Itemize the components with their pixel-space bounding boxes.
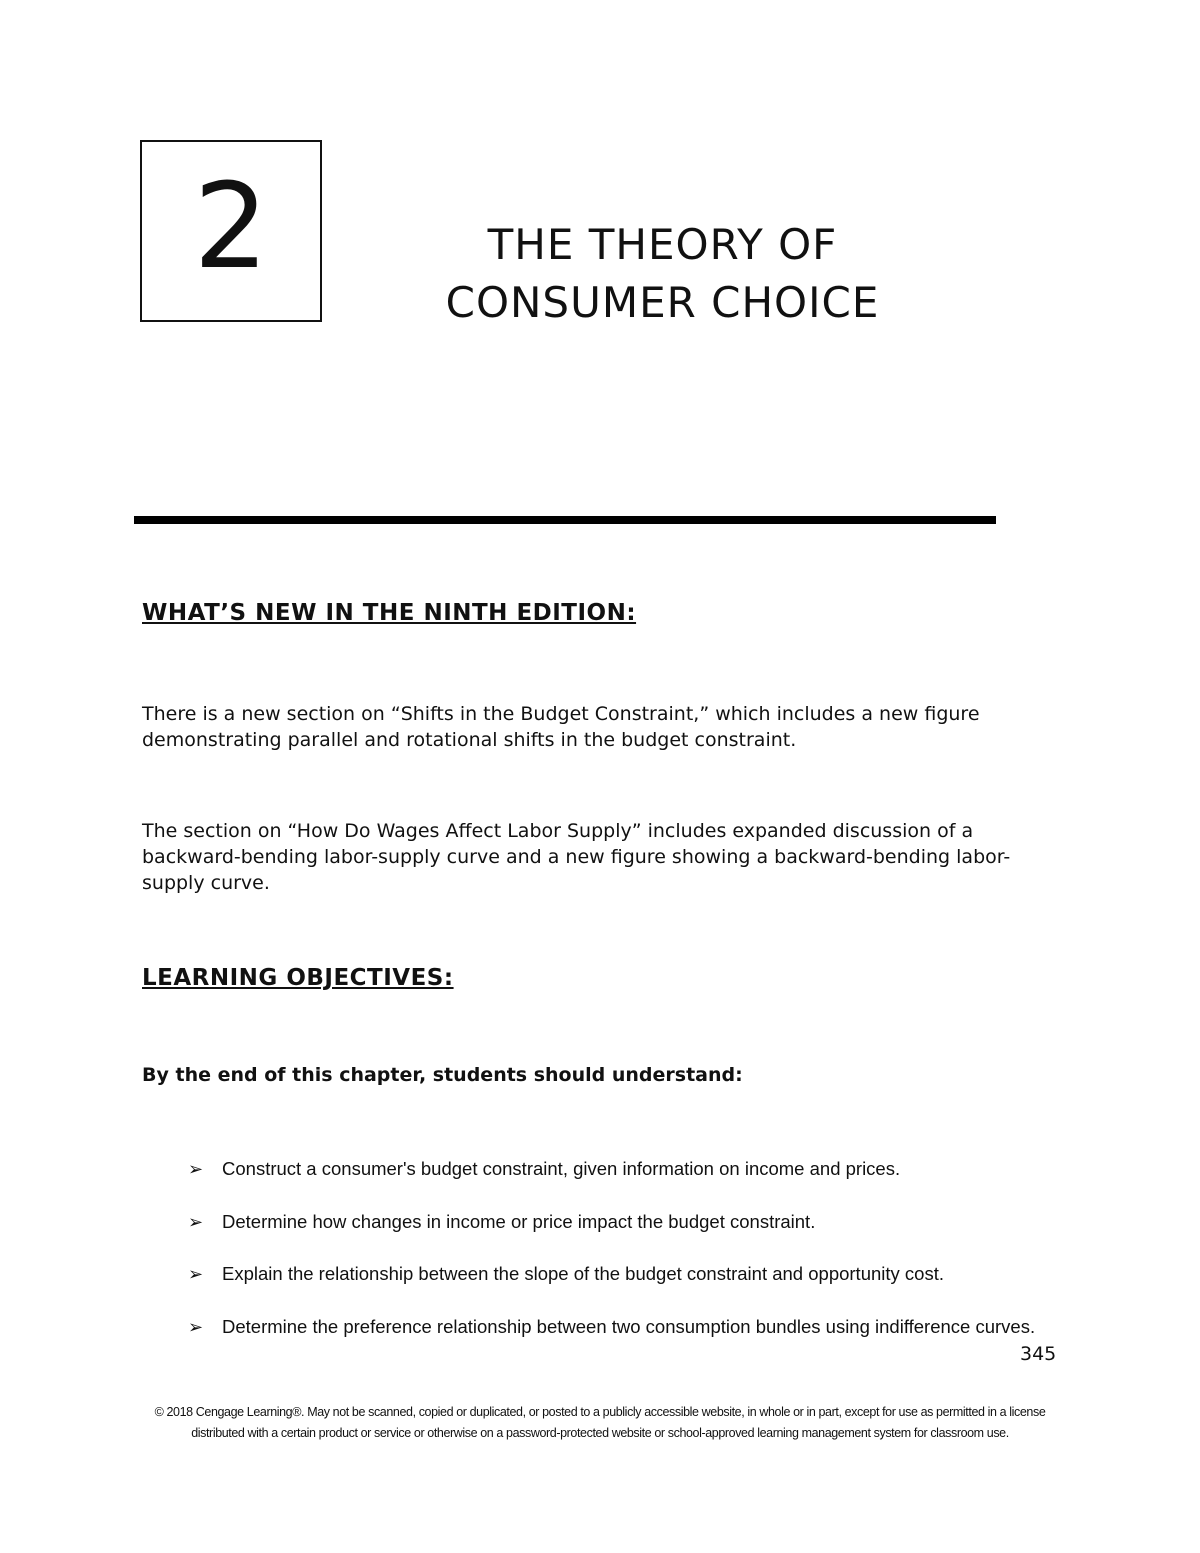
whats-new-paragraph-2: The section on “How Do Wages Affect Labor Supply” includes expanded discussion of a backward-bending labor-supply curve and a new figure showing a backward-bending labor-supply curve. [142, 820, 1011, 894]
arrowhead-bullet-icon: ➢ [188, 1159, 204, 1180]
objective-text: Explain the relationship between the slope of the budget constraint and opportunity cost. [222, 1263, 944, 1284]
whats-new-paragraph-1: There is a new section on “Shifts in the Budget Constraint,” which includes a new figure demonstrating parallel and rotational shifts in the budget constraint. [142, 703, 980, 751]
page-number: 345 [1020, 1343, 1057, 1365]
objective-text: Construct a consumer's budget constraint, given information on income and prices. [222, 1158, 901, 1179]
learning-objectives-list [188, 1158, 1035, 1368]
list-item [188, 1263, 1035, 1316]
objective-text: Determine how changes in income or price impact the budget constraint. [222, 1210, 816, 1232]
chapter-title [400, 216, 925, 332]
chapter-number-box [140, 140, 322, 322]
chapter-title-line-2: CONSUMER CHOICE [445, 278, 880, 327]
learning-objectives-heading: LEARNING OBJECTIVES: [142, 965, 454, 991]
list-item [188, 1316, 1035, 1369]
copyright-notice: © 2018 Cengage Learning®. May not be scanned, copied or duplicated, or posted to a publicly accessible website, in whole or in part, except for use as permitted in a license distributed with a certain product or service or otherwise on a password-protected website or school-approved learning management system for classroom use. [154, 1405, 1046, 1440]
chapter-title-line-1: THE THEORY OF [487, 220, 838, 269]
whats-new-heading: WHAT’S NEW IN THE NINTH EDITION: [142, 600, 637, 626]
arrowhead-bullet-icon: ➢ [188, 1211, 204, 1233]
arrowhead-bullet-icon: ➢ [188, 1316, 204, 1338]
objective-text: Determine the preference relationship between two consumption bundles using indifference curves. [222, 1315, 1036, 1337]
list-item [188, 1158, 1035, 1211]
arrowhead-bullet-icon: ➢ [188, 1264, 204, 1285]
learning-objectives-intro: By the end of this chapter, students should understand: [142, 1064, 743, 1086]
title-divider-rule [134, 516, 996, 524]
list-item [188, 1211, 1035, 1264]
chapter-number: 2 [193, 157, 269, 295]
